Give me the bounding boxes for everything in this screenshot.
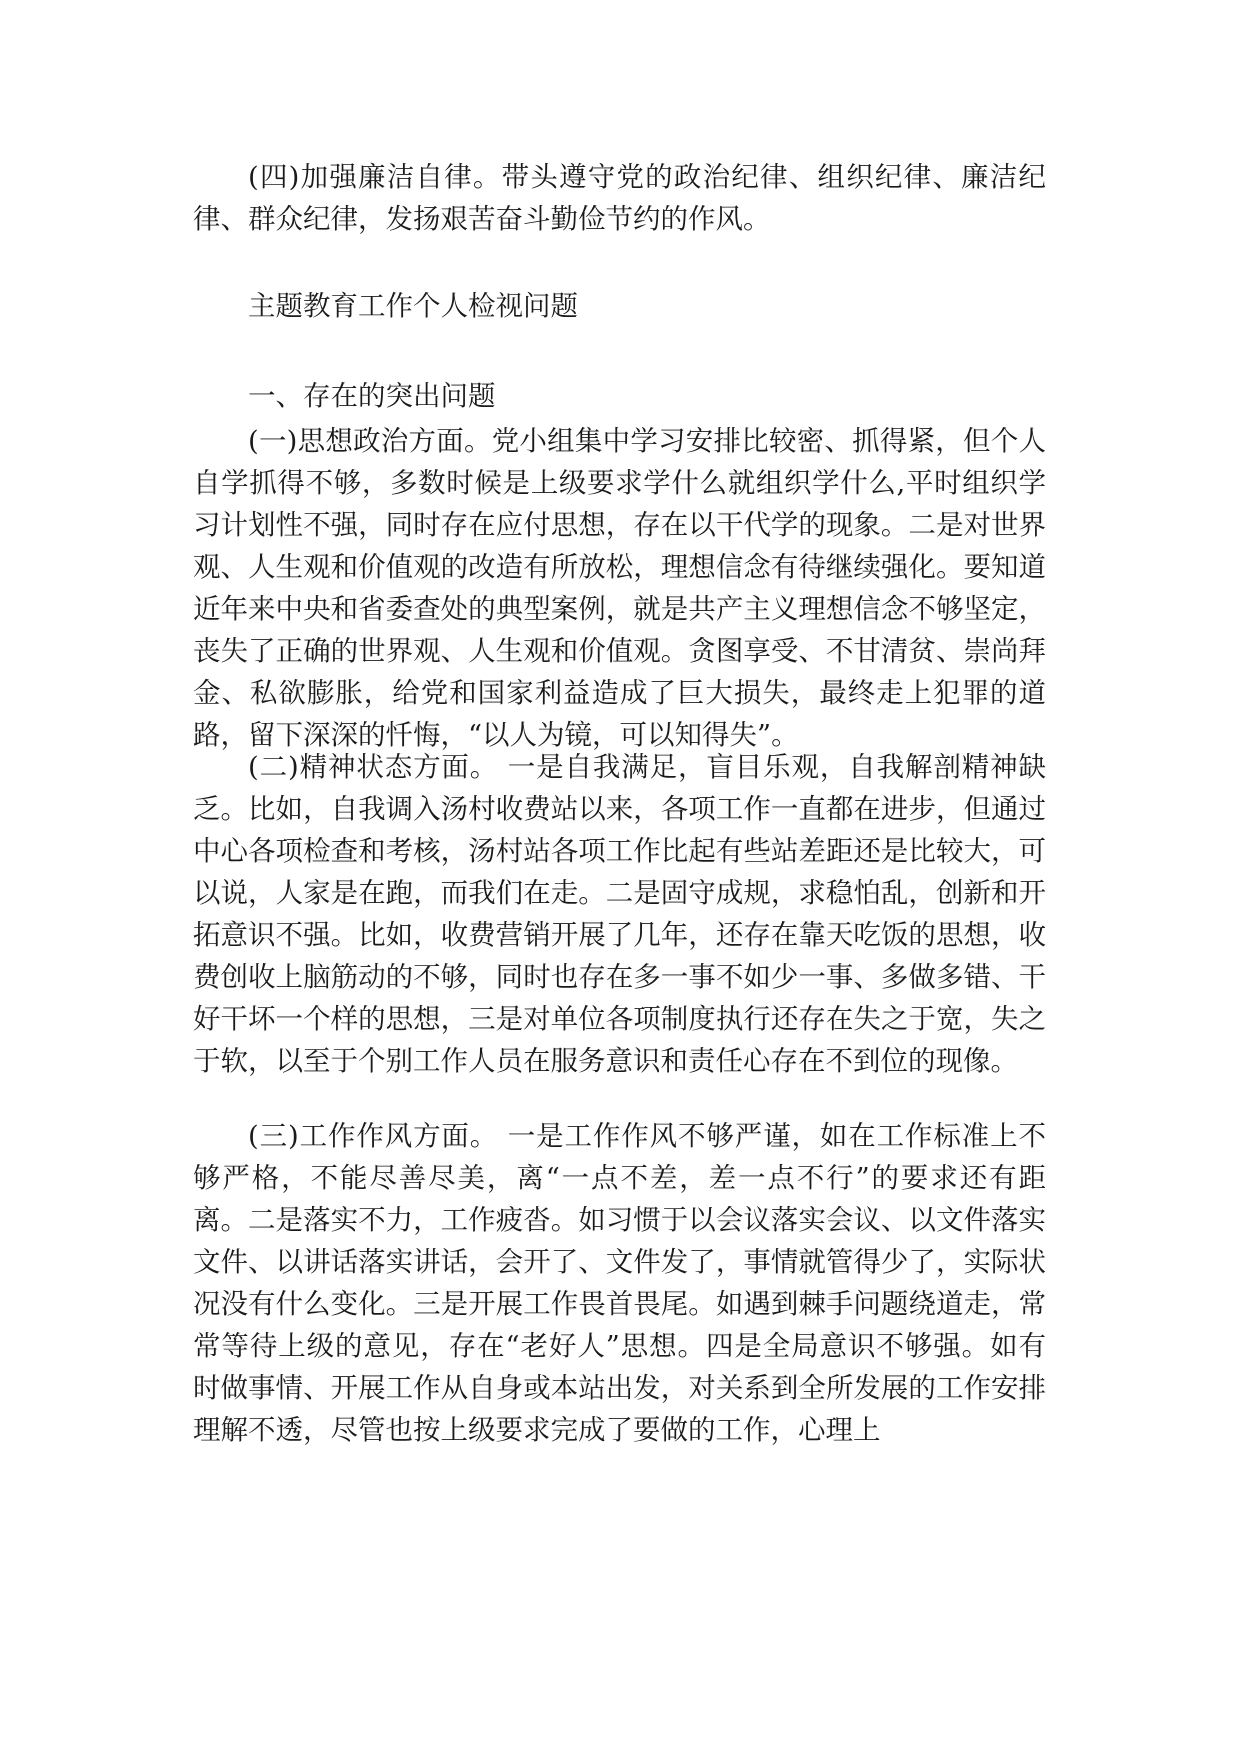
paragraph-work-style bbox=[193, 1115, 1046, 1451]
paragraph-spirit bbox=[193, 746, 1046, 1082]
paragraph-text: (二)精神状态方面。 一是自我满足，盲目乐观，自我解剖精神缺乏。比如，自我调入汤村收费站以来，各项工作一直都在进步，但通过中心各项检查和考核，汤村站各项工作比起有些站差距还是比较大，可以说，人家是在跑，而我们在走。二是固守成规，求稳怕乱，创新和开拓意识不强。比如，收费营销开展了几年，还存在靠天吃饭的思想，收费创收上脑筋动的不够，同时也存在多一事不如少一事、多做多错、干好干坏一个样的思想，三是对单位各项制度执行还存在失之于宽，失之于软，以至于个别工作人员在服务意识和责任心存在不到位的现像。 bbox=[193, 751, 1046, 1077]
paragraph-text: (三)工作作风方面。 一是工作作风不够严谨，如在工作标准上不够严格，不能尽善尽美，离“一点不差，差一点不行”的要求还有距离。二是落实不力，工作疲沓。如习惯于以会议落实会议、以文件落实文件、以讲话落实讲话，会开了、文件发了，事情就管得少了，实际状况没有什么变化。三是开展工作畏首畏尾。如遇到棘手问题绕道走，常常等待上级的意见，存在“老好人”思想。四是全局意识不够强。如有时做事情、开展工作从自身或本站出发，对关系到全所发展的工作安排理解不透，尽管也按上级要求完成了要做的工作，心理上 bbox=[193, 1120, 1046, 1446]
section-title-text: 主题教育工作个人检视问题 bbox=[248, 290, 578, 322]
paragraph-text: (四)加强廉洁自律。带头遵守党的政治纪律、组织纪律、廉洁纪律、群众纪律，发扬艰苦奋斗勤俭节约的作风。 bbox=[193, 161, 1046, 235]
subsection-heading-text: 一、存在的突出问题 bbox=[248, 380, 496, 412]
paragraph-ideology bbox=[193, 420, 1046, 756]
paragraph-integrity bbox=[193, 156, 1046, 240]
paragraph-text: (一)思想政治方面。党小组集中学习安排比较密、抓得紧，但个人自学抓得不够，多数时候是上级要求学什么就组织学什么,平时组织学习计划性不强，同时存在应付思想，存在以干代学的现象。二是对世界观、人生观和价值观的改造有所放松，理想信念有待继续强化。要知道近年来中央和省委查处的典型案例，就是共产主义理想信念不够坚定，丧失了正确的世界观、人生观和价值观。贪图享受、不甘清贫、崇尚拜金、私欲膨胀，给党和国家利益造成了巨大损失，最终走上犯罪的道路，留下深深的忏悔，“以人为镜，可以知得失”。 bbox=[193, 425, 1046, 751]
section-title bbox=[193, 285, 1046, 327]
subsection-heading bbox=[193, 375, 1046, 417]
